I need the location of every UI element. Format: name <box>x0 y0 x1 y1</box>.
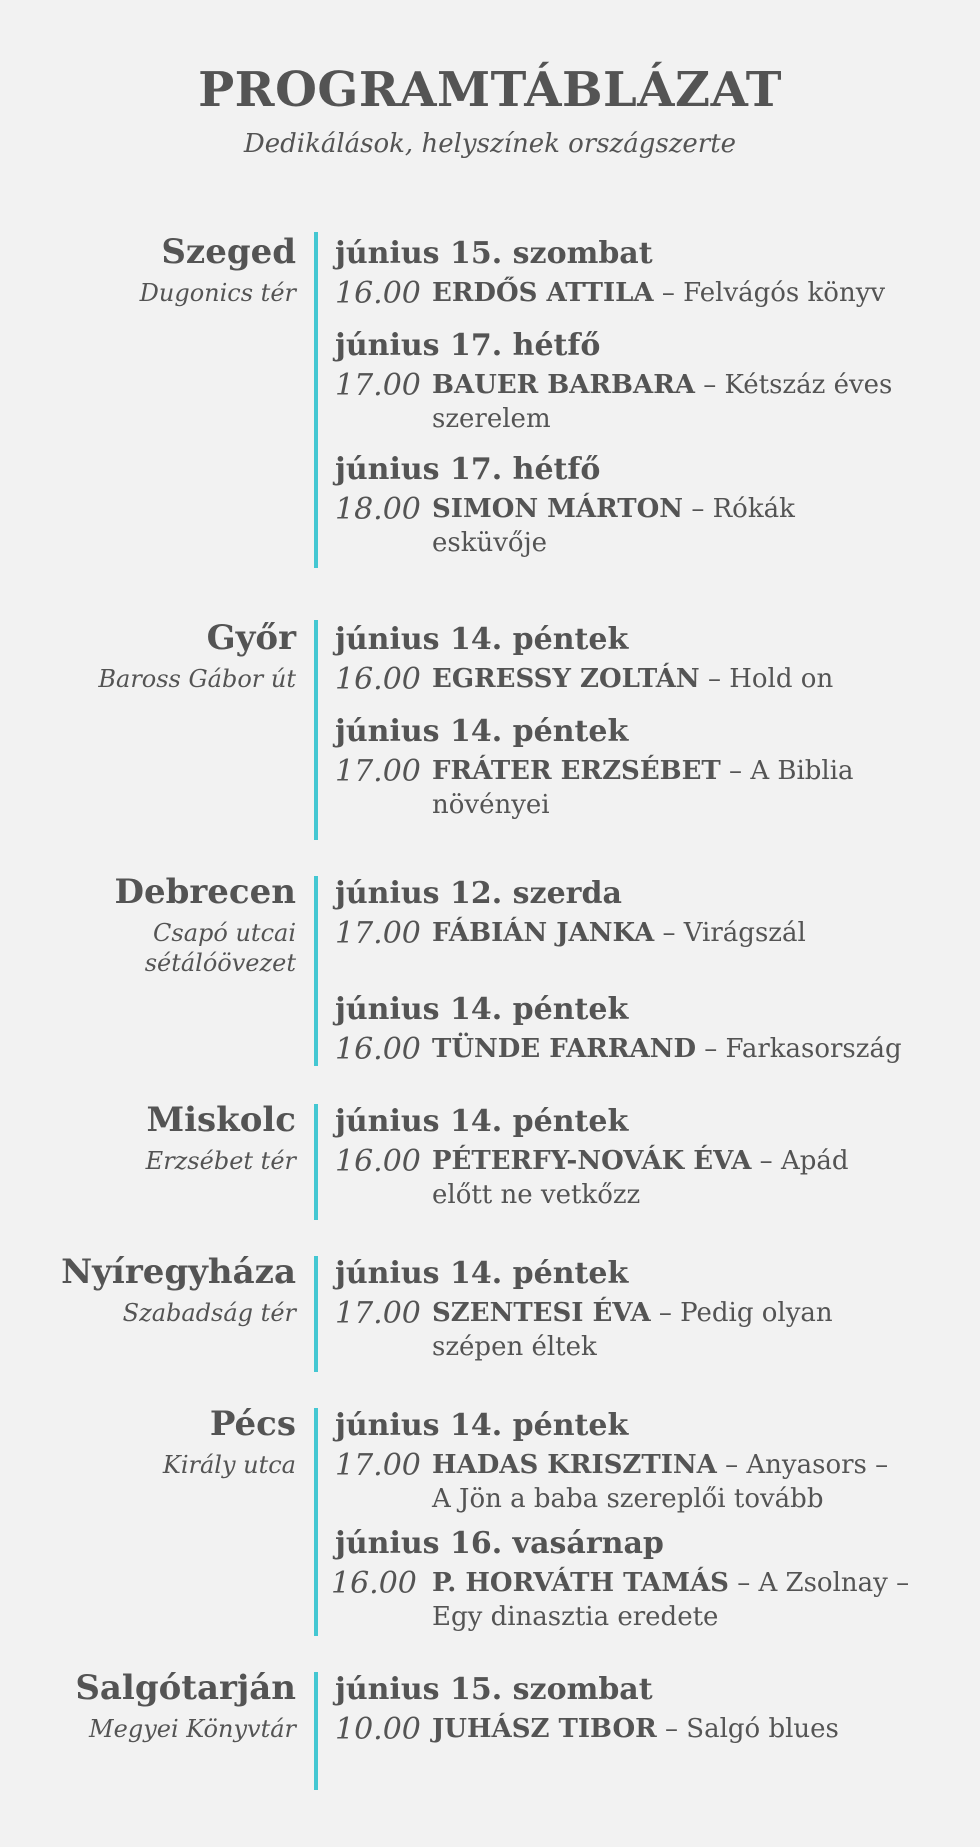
event-time: 16.00 <box>335 276 421 311</box>
event-author: ERDŐS ATTILA <box>432 278 654 308</box>
event-date: június 14. péntek <box>335 1408 629 1443</box>
event-row <box>335 1446 935 1518</box>
event-book: A Zsolnay – Egy dinasztia eredete <box>432 1568 910 1632</box>
event-author: SZENTESI ÉVA <box>432 1298 651 1328</box>
event-separator: – <box>650 1298 681 1328</box>
event-separator: – <box>694 370 725 400</box>
event-description <box>432 1448 912 1516</box>
event-author: FRÁTER ERZSÉBET <box>432 756 721 786</box>
city-name: Győr <box>206 618 296 658</box>
event-description <box>432 1296 912 1364</box>
event-date: június 14. péntek <box>335 1104 629 1139</box>
event-author: JUHÁSZ TIBOR <box>432 1714 657 1744</box>
event-book: Salgó blues <box>686 1714 839 1744</box>
page-subtitle: Dedikálások, helyszínek országszerte <box>243 129 737 159</box>
event-description <box>432 916 912 950</box>
event <box>335 326 935 438</box>
event-time: 17.00 <box>335 1448 421 1483</box>
event-row <box>335 490 935 562</box>
city-venue: Király utca <box>162 1451 296 1479</box>
header <box>0 0 980 162</box>
event-row <box>335 752 935 824</box>
event <box>335 1102 935 1214</box>
city-name: Szeged <box>161 232 296 272</box>
city-name: Debrecen <box>114 872 296 912</box>
city-info <box>0 1250 296 1328</box>
event-date: június 16. vasárnap <box>335 1526 664 1561</box>
event-time: 17.00 <box>335 368 421 403</box>
event-description <box>432 276 912 310</box>
city-venue: Csapó utcai sétálóövezet <box>144 919 296 977</box>
city-info <box>0 870 296 978</box>
event-book: Pedig olyan szépen éltek <box>432 1298 833 1362</box>
accent-bar <box>314 232 318 568</box>
event-separator: – <box>654 918 684 948</box>
city-name: Pécs <box>209 1404 296 1444</box>
event-description <box>432 662 912 696</box>
event-time: 16.00 <box>331 1566 417 1601</box>
event-separator: – <box>720 756 751 786</box>
event-row <box>335 914 935 986</box>
event-book: Virágszál <box>683 918 806 948</box>
event <box>335 874 935 986</box>
event-book: Anyasors – A Jön a baba szereplői tovább <box>432 1450 889 1514</box>
event-date: június 17. hétfő <box>335 328 601 363</box>
event-time: 16.00 <box>335 662 421 697</box>
event-book: Hold on <box>729 664 834 694</box>
city-venue: Szabadság tér <box>122 1299 296 1327</box>
event-book: Kétszáz éves szerelem <box>432 370 893 434</box>
event-date: június 15. szombat <box>335 1672 653 1707</box>
event-date: június 15. szombat <box>335 236 653 271</box>
event-separator: – <box>696 1034 726 1064</box>
event-date: június 14. péntek <box>335 992 629 1027</box>
event <box>335 990 935 1102</box>
accent-bar <box>314 620 318 840</box>
event-time: 16.00 <box>335 1032 421 1067</box>
event-row <box>335 1030 935 1102</box>
event-time: 18.00 <box>335 492 421 527</box>
event-author: EGRESSY ZOLTÁN <box>432 664 700 694</box>
event-book: A Biblia növényei <box>432 756 854 820</box>
city-name: Nyíregyháza <box>61 1252 296 1292</box>
city-name: Miskolc <box>146 1100 296 1140</box>
event-author: FÁBIÁN JANKA <box>432 918 655 948</box>
event-author: P. HORVÁTH TAMÁS <box>432 1568 729 1598</box>
event-author: BAUER BARBARA <box>432 370 695 400</box>
event-book: Farkasország <box>725 1034 902 1064</box>
event-book: Felvágós könyv <box>683 278 886 308</box>
page-title: PROGRAMTÁBLÁZAT <box>198 62 782 118</box>
event-time: 10.00 <box>335 1712 421 1747</box>
event-date: június 14. péntek <box>335 1256 629 1291</box>
event-book: Apád előtt ne vetkőzz <box>432 1146 849 1210</box>
event-separator: – <box>699 664 730 694</box>
event-separator: – <box>653 278 684 308</box>
event <box>335 712 935 824</box>
event-separator: – <box>751 1146 781 1176</box>
event-row <box>335 1710 935 1782</box>
event-book: Rókák esküvője <box>432 494 795 558</box>
accent-bar <box>314 876 318 1066</box>
event-time: 17.00 <box>335 754 421 789</box>
city-info <box>0 1098 296 1176</box>
city-info <box>0 1666 296 1744</box>
event <box>335 1254 935 1366</box>
city-info <box>0 230 296 308</box>
accent-bar <box>314 1408 318 1636</box>
event-separator: – <box>683 494 713 524</box>
event-description <box>432 1712 912 1746</box>
event-date: június 17. hétfő <box>335 452 601 487</box>
city-venue: Dugonics tér <box>139 279 296 307</box>
event <box>335 1670 935 1782</box>
city-venue: Baross Gábor út <box>98 665 296 693</box>
city-name: Salgótarján <box>75 1668 296 1708</box>
event-author: HADAS KRISZTINA <box>432 1450 717 1480</box>
accent-bar <box>314 1256 318 1372</box>
event-description <box>432 368 912 436</box>
city-venue: Megyei Könyvtár <box>89 1715 296 1743</box>
event-date: június 14. péntek <box>335 622 629 657</box>
event-description <box>432 1144 912 1212</box>
city-venue: Erzsébet tér <box>145 1147 296 1175</box>
event <box>335 1406 935 1518</box>
accent-bar <box>314 1104 318 1220</box>
event-date: június 12. szerda <box>335 876 622 911</box>
event-description <box>432 492 912 560</box>
event-row <box>335 1294 935 1366</box>
event-description <box>432 1566 932 1634</box>
city-info <box>0 616 296 694</box>
event-row <box>335 366 935 438</box>
city-info <box>0 1402 296 1480</box>
event <box>331 1524 935 1636</box>
event <box>335 450 935 562</box>
event-separator: – <box>728 1568 759 1598</box>
event-description <box>432 1032 912 1066</box>
event-time: 17.00 <box>335 1296 421 1331</box>
accent-bar <box>314 1672 318 1790</box>
event-separator: – <box>716 1450 747 1480</box>
event-author: TÜNDE FARRAND <box>432 1034 697 1064</box>
event-date: június 14. péntek <box>335 714 629 749</box>
event-row <box>335 1142 935 1214</box>
event-separator: – <box>656 1714 687 1744</box>
event-row <box>331 1564 935 1636</box>
event-time: 17.00 <box>335 916 421 951</box>
event-author: SIMON MÁRTON <box>432 494 684 524</box>
event-time: 16.00 <box>335 1144 421 1179</box>
event-author: PÉTERFY-NOVÁK ÉVA <box>432 1146 752 1176</box>
event-description <box>432 754 912 822</box>
